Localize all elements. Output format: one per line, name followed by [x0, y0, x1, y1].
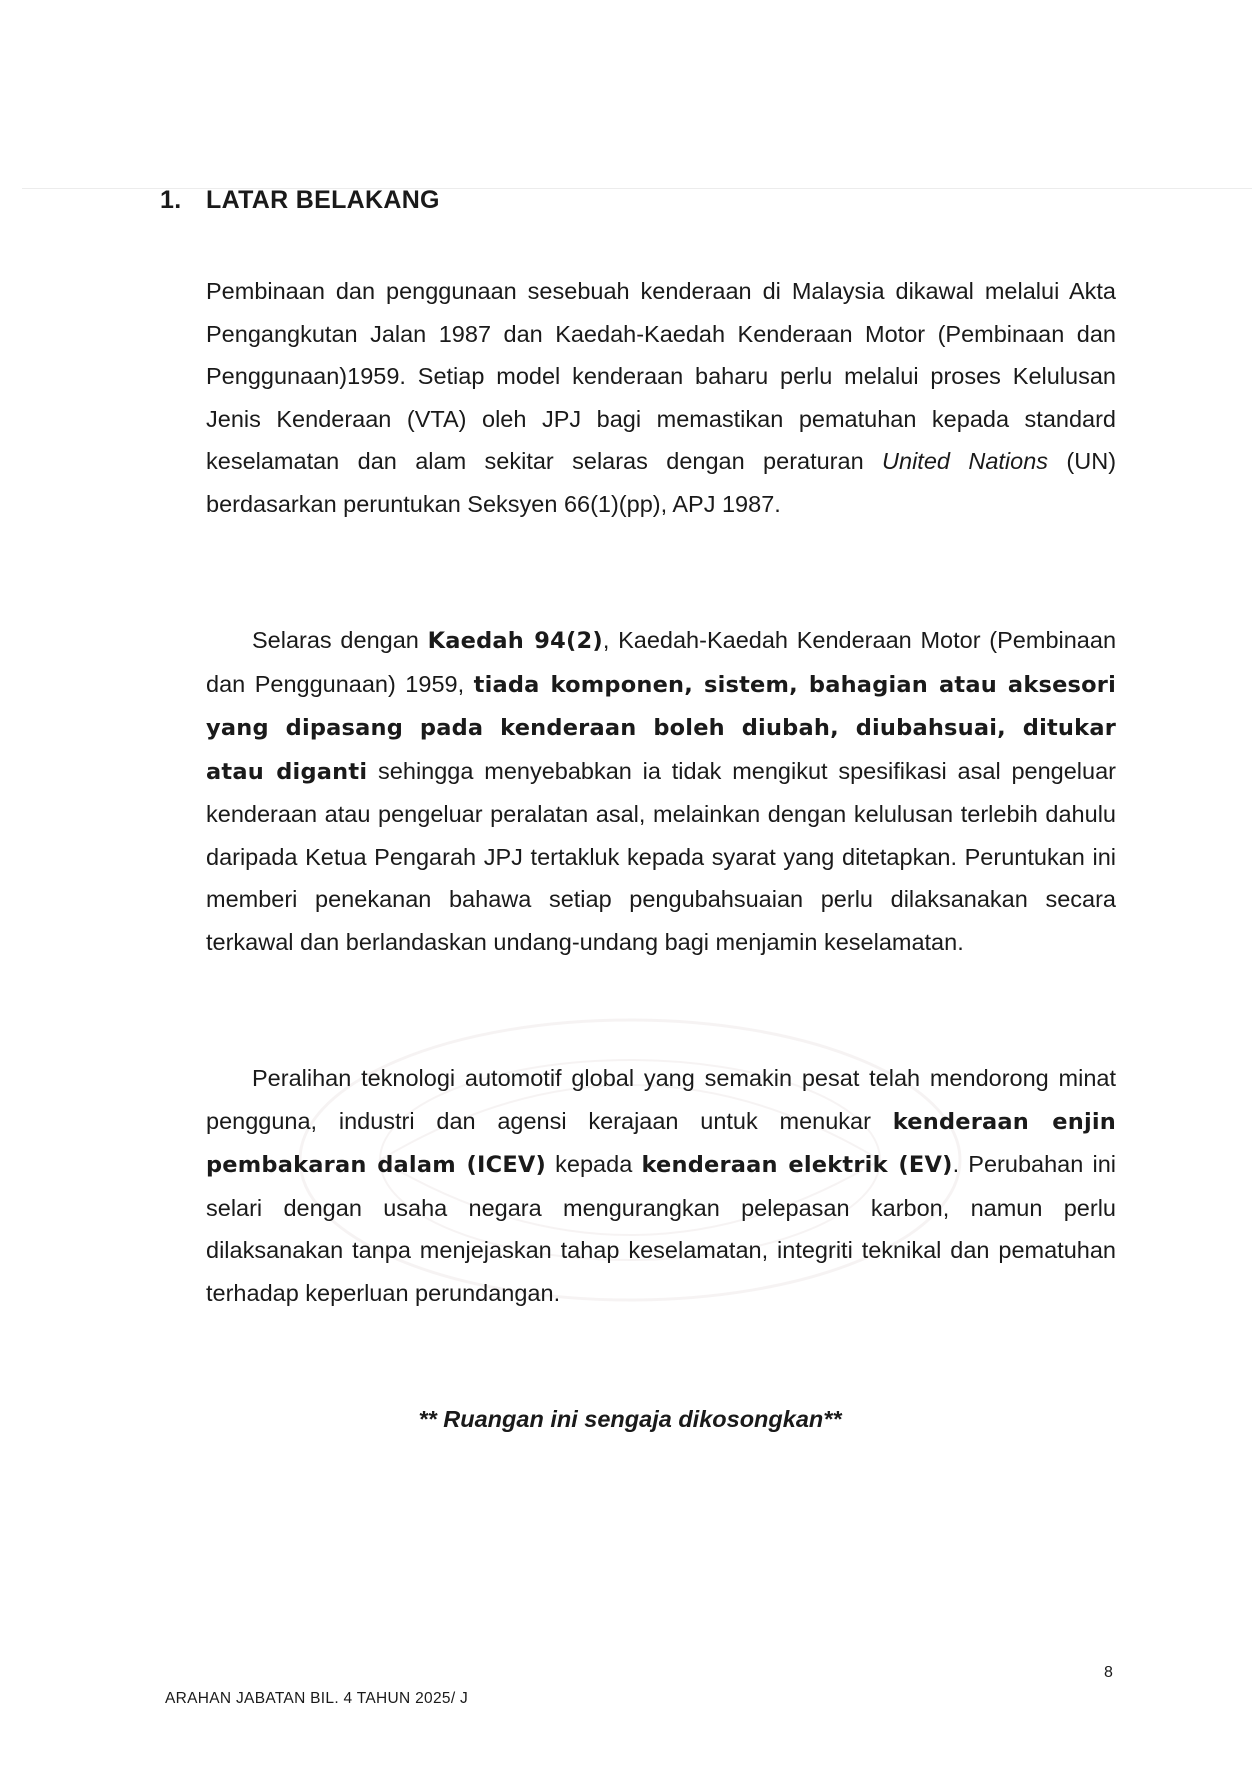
paragraph1-italic: United Nations — [882, 448, 1049, 474]
page-number: 8 — [1104, 1664, 1113, 1681]
section-number: 1. — [160, 186, 182, 214]
paragraph3-text-3: . Perubahan ini selari dengan usaha negara mengurangkan pelepasan karbon, namun perlu dilaksanakan tanpa menjejaskan tahap keselamatan, integriti teknikal dan pematuhan terhadap keperluan perundangan. — [206, 1151, 1116, 1306]
paragraph3-text-1: Peralihan teknologi automotif global yang semakin pesat telah mendorong minat pengguna, industri dan agensi kerajaan untuk menukar — [206, 1065, 1116, 1134]
paragraph-background-1 — [206, 270, 1116, 525]
section-title: LATAR BELAKANG — [206, 186, 440, 214]
paragraph3-bold-1: kenderaan enjin pembakaran dalam (ICEV) — [206, 1108, 1116, 1178]
paragraph-background-3 — [206, 1057, 1116, 1314]
paragraph2-text-3: sehingga menyebabkan ia tidak mengikut spesifikasi asal pengeluar kenderaan atau pengeluar peralatan asal, melainkan dengan kelulusan terlebih dahulu daripada Ketua Pengarah JPJ tertakluk kepada syarat yang ditetapkan. Peruntukan ini memberi penekanan bahawa setiap pengubahsuaian perlu dilaksanakan secara terkawal dan berlandaskan undang-undang bagi menjamin keselamatan. — [206, 757, 1116, 955]
blank-space-note: ** Ruangan ini sengaja dikosongkan** — [418, 1406, 842, 1432]
paragraph2-bold-2: tiada komponen, sistem, bahagian atau aksesori yang dipasang pada kenderaan boleh diubah, diubahsuai, ditukar atau diganti — [206, 671, 1116, 785]
paragraph1-text-1: Pembinaan dan penggunaan sesebuah kenderaan di Malaysia dikawal melalui Akta Pengangkutan Jalan 1987 dan Kaedah-Kaedah Kenderaan Motor (Pembinaan dan Penggunaan)1959. Setiap model kenderaan baharu perlu melalui proses Kelulusan Jenis Kenderaan (VTA) oleh JPJ bagi memastikan pematuhan kepada standard keselamatan dan alam sekitar selaras dengan peraturan — [206, 278, 1116, 474]
footer-document-reference: ARAHAN JABATAN BIL. 4 TAHUN 2025/ J — [165, 1690, 469, 1707]
paragraph2-text-1: Selaras dengan — [252, 627, 428, 653]
paragraph1-text-2: (UN) berdasarkan peruntukan Seksyen 66(1)(pp), APJ 1987. — [206, 448, 1117, 517]
section-heading — [160, 186, 440, 215]
paragraph2-text-2: , Kaedah-Kaedah Kenderaan Motor (Pembinaan dan Penggunaan) 1959, — [206, 627, 1117, 697]
paragraph3-bold-2: kenderaan elektrik (EV) — [641, 1152, 953, 1178]
paragraph2-bold-1: Kaedah 94(2) — [427, 628, 603, 654]
paragraph-background-2 — [206, 619, 1116, 963]
paragraph3-text-2: kepada — [545, 1151, 642, 1177]
